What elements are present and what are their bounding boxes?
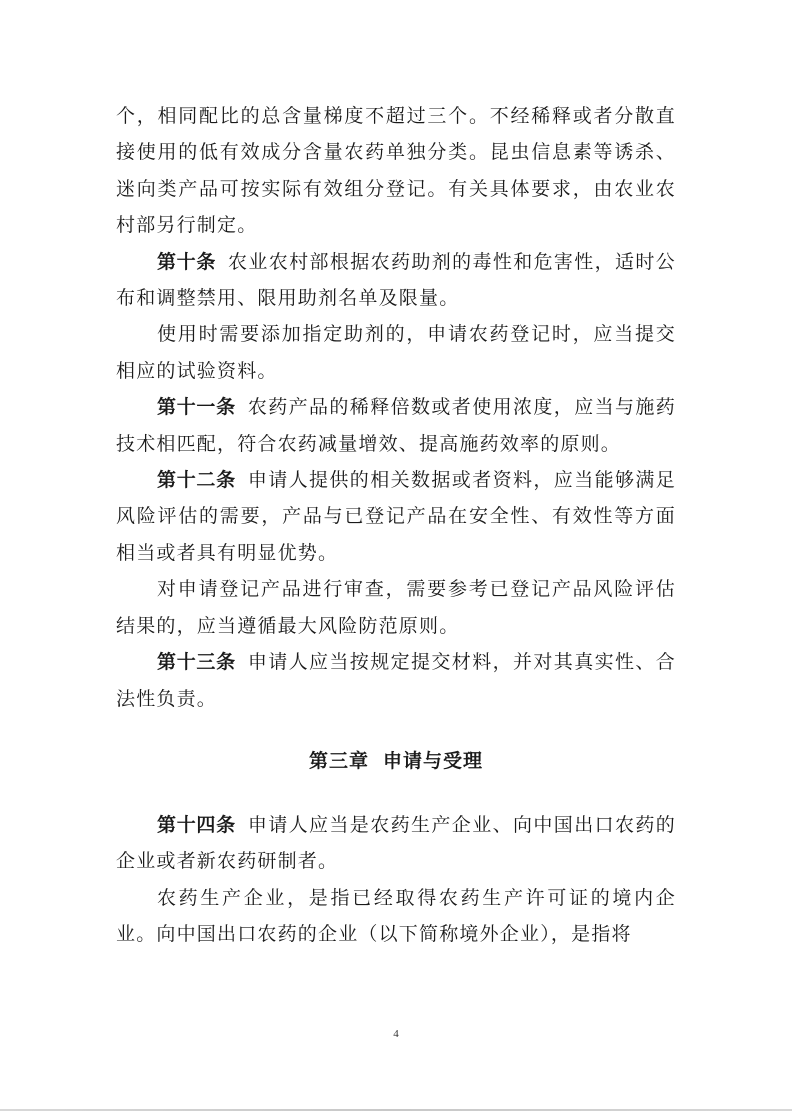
article-11	[116, 389, 676, 462]
paragraph	[116, 571, 676, 644]
article-number: 第十三条	[157, 651, 236, 674]
paragraph-text: 农药产品的稀释倍数或者使用浓度，应当与施药技术相匹配，符合农药减量增效、提高施药效率的原则。	[116, 396, 676, 455]
paragraph-text: 农药生产企业，是指已经取得农药生产许可证的境内企业。向中国出口农药的企业（以下简称境外企业），是指将	[116, 886, 676, 946]
article-number: 第十一条	[157, 396, 236, 419]
page-number: 4	[393, 1028, 399, 1040]
article-10	[116, 244, 676, 317]
article-number: 第十四条	[157, 813, 236, 836]
paragraph-text: 个，相同配比的总含量梯度不超过三个。不经稀释或者分散直接使用的低有效成分含量农药单独分类。昆虫信息素等诱杀、迷向类产品可按实际有效组分登记。有关具体要求，由农业农村部另行制定。	[116, 105, 676, 237]
paragraph-text: 农业农村部根据农药助剂的毒性和危害性，适时公布和调整禁用、限用助剂名单及限量。	[116, 250, 676, 310]
paragraph-text: 申请人应当按规定提交材料，并对其真实性、合法性负责。	[116, 651, 676, 710]
article-number: 第十条	[157, 250, 217, 273]
paragraph	[116, 316, 676, 389]
document-body	[116, 98, 676, 953]
paragraph-text: 对申请登记产品进行审查，需要参考已登记产品风险评估结果的，应当遵循最大风险防范原则。	[116, 578, 676, 637]
article-13	[116, 644, 676, 717]
article-14	[116, 807, 676, 880]
paragraph	[116, 880, 676, 953]
paragraph-text: 申请人应当是农药生产企业、向中国出口农药的企业或者新农药研制者。	[116, 813, 676, 873]
paragraph-text: 使用时需要添加指定助剂的，申请农药登记时，应当提交相应的试验资料。	[116, 323, 676, 382]
paragraph-continuation	[116, 98, 676, 244]
article-12	[116, 462, 676, 571]
chapter-number: 第三章	[308, 749, 369, 772]
paragraph-text: 申请人提供的相关数据或者资料，应当能够满足风险评估的需要，产品与已登记产品在安全性、有效性等方面相当或者具有明显优势。	[116, 469, 676, 564]
chapter-heading	[116, 743, 676, 779]
chapter-title: 申请与受理	[383, 749, 484, 772]
article-number: 第十二条	[157, 469, 236, 492]
